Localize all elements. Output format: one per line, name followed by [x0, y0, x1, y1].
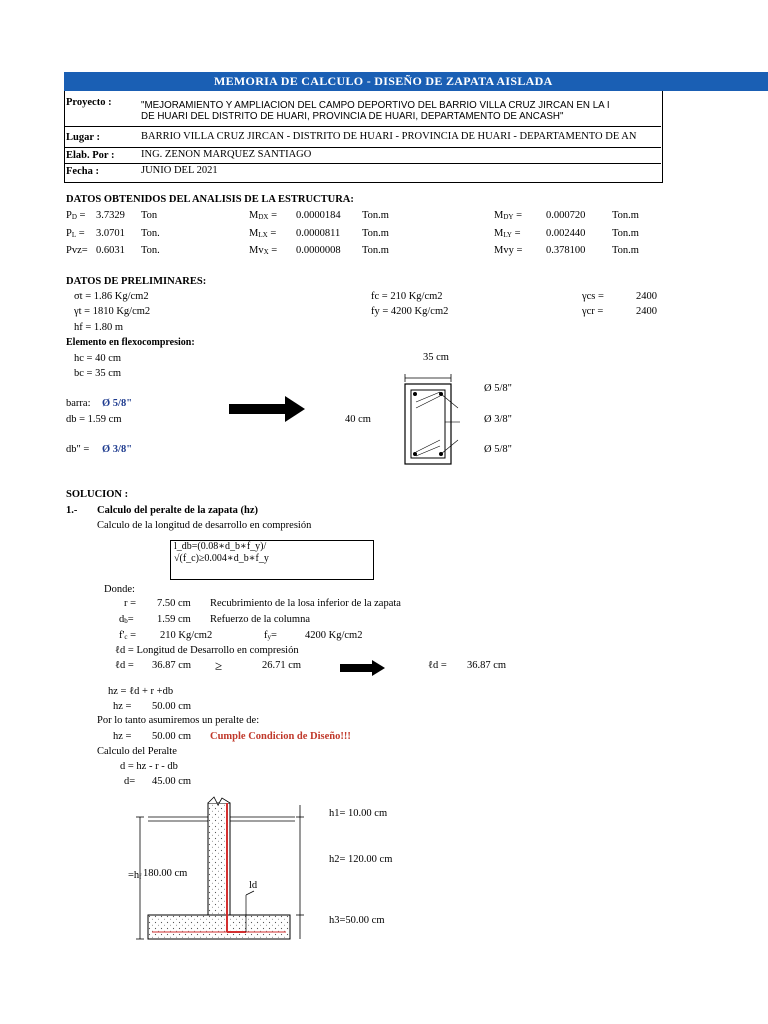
mvy-unit: Ton.m: [612, 245, 639, 256]
analysis-title: DATOS OBTENIDOS DEL ANALISIS DE LA ESTRUCTURA:: [66, 194, 354, 205]
gamma-t: γt = 1810 Kg/cm2: [74, 306, 151, 317]
barra-value: Ø 5/8": [102, 398, 133, 409]
peralte-title: Calculo del Peralte: [97, 746, 177, 757]
pvz-unit: Ton.: [141, 245, 160, 256]
lugar-label: Lugar :: [66, 132, 100, 143]
fy-calc-label: $f_y=$: [264, 630, 277, 641]
step-number: 1.-: [66, 505, 78, 516]
dbp-label: db" =: [66, 444, 90, 455]
development-length-formula: [170, 540, 374, 580]
mly-unit: Ton.m: [612, 228, 639, 239]
mdx-unit: Ton.m: [362, 210, 389, 221]
db-label: $d_b=$: [119, 614, 134, 625]
gamma-cs-value: 2400: [636, 291, 657, 302]
lugar-value: BARRIO VILLA CRUZ JIRCAN - DISTRITO DE HUARI - PROVINCIA DE HUARI - DEPARTAMENTO DE AN: [141, 131, 637, 142]
mlx-label: $M_{LX}$ =: [249, 228, 277, 239]
hz-label: hz =: [113, 701, 132, 712]
r-description: Recubrimiento de la losa inferior de la zapata: [210, 598, 401, 609]
mdx-value: 0.0000184: [296, 210, 341, 221]
pvz-label: Pvz=: [66, 245, 88, 256]
banner-title: MEMORIA DE CALCULO - DISEÑO DE ZAPATA AISLADA: [214, 74, 553, 88]
gamma-cs-label: γcs =: [582, 291, 604, 302]
right-arrow-icon: [229, 396, 305, 422]
mly-label: $M_{LY}$ =: [494, 228, 521, 239]
mdy-unit: Ton.m: [612, 210, 639, 221]
hz-formula: hz = ℓd + r +db: [108, 686, 174, 697]
step-subtitle: Calculo de la longitud de desarrollo en compresión: [97, 520, 312, 531]
fecha-value: JUNIO DEL 2021: [141, 165, 218, 176]
column-section-diagram: [400, 372, 468, 472]
ld-result-label: ℓd =: [428, 660, 447, 671]
donde-label: Donde:: [104, 584, 135, 595]
hf-dimension: $=h_f$: [128, 870, 142, 881]
proyecto-line-2: DE HUARI DEL DISTRITO DE HUARI, PROVINCIA DE HUARI, DEPARTAMENTO DE ANCASH": [141, 111, 564, 122]
hf-value: hf = 1.80 m: [74, 322, 124, 333]
mvy-label: Mvy =: [494, 245, 523, 256]
pl-unit: Ton.: [141, 228, 160, 239]
hz2-label: hz =: [113, 731, 132, 742]
divider-3: [64, 163, 661, 164]
bar-label-top: Ø 5/8": [484, 383, 512, 394]
d-value: 45.00 cm: [152, 776, 192, 787]
mdx-label: $M_{DX}$ =: [249, 210, 278, 221]
column-width-dim: 35 cm: [423, 352, 449, 363]
mvx-unit: Ton.m: [362, 245, 389, 256]
mvx-value: 0.0000008: [296, 245, 341, 256]
db-value: db = 1.59 cm: [66, 414, 122, 425]
barra-label: barra:: [66, 398, 91, 409]
pd-label: $P_D$ =: [66, 210, 86, 221]
elab-value: ING. ZENON MARQUEZ SANTIAGO: [141, 149, 312, 160]
r-label: r =: [124, 598, 137, 609]
h2-value: h2= 120.00 cm: [329, 854, 393, 865]
hz-value: 50.00 cm: [152, 701, 192, 712]
ld-label: ℓd =: [115, 660, 134, 671]
hf-dimension-value: 180.00 cm: [143, 868, 188, 879]
pd-value: 3.7329: [96, 210, 125, 221]
mvy-value: 0.378100: [546, 245, 586, 256]
title-banner: [64, 72, 768, 91]
hc-value: hc = 40 cm: [74, 353, 122, 364]
formula-line-2: √(f_c)≥0.004∗d_b∗f_y: [174, 552, 269, 564]
hz2-value: 50.00 cm: [152, 731, 192, 742]
h3-value: h3=50.00 cm: [329, 915, 385, 926]
mvx-label: $Mv_X$ =: [249, 245, 278, 256]
divider-1: [64, 126, 661, 127]
step-title: Calculo del peralte de la zapata (hz): [97, 505, 258, 516]
assume-text: Por lo tanto asumiremos un peralte de:: [97, 715, 260, 726]
column-title: Elemento en flexocompresion:: [66, 337, 195, 348]
proyecto-line-1: "MEJORAMIENTO Y AMPLIACION DEL CAMPO DEPORTIVO DEL BARRIO VILLA CRUZ JIRCAN EN LA I: [141, 100, 610, 111]
column-height-dim: 40 cm: [345, 414, 371, 425]
fecha-label: Fecha :: [66, 166, 99, 177]
ld-result-value: 36.87 cm: [467, 660, 507, 671]
elab-label: Elab. Por :: [66, 150, 115, 161]
pl-label: $P_L$ =: [66, 228, 85, 239]
mly-value: 0.002440: [546, 228, 586, 239]
d-formula: d = hz - r - db: [120, 761, 178, 772]
db-calc-value: 1.59 cm: [157, 614, 191, 625]
bar-label-mid: Ø 3/8": [484, 414, 512, 425]
fc-calc-label: $f'_c$ =: [119, 630, 137, 641]
pvz-value: 0.6031: [96, 245, 125, 256]
pd-unit: Ton: [141, 210, 158, 221]
divider-2: [64, 147, 661, 148]
gamma-cr-value: 2400: [636, 306, 657, 317]
mdy-value: 0.000720: [546, 210, 586, 221]
h1-value: h1= 10.00 cm: [329, 808, 388, 819]
pl-value: 3.0701: [96, 228, 125, 239]
right-arrow-icon-2: [340, 660, 385, 676]
d-label: d=: [124, 776, 136, 787]
r-value: 7.50 cm: [157, 598, 191, 609]
ld-min-value: 26.71 cm: [262, 660, 302, 671]
mlx-unit: Ton.m: [362, 228, 389, 239]
formula-line-1: l_db=(0.08∗d_b∗f_y)/: [174, 541, 267, 552]
ge-symbol: ≥: [215, 658, 223, 673]
fc-value: fc = 210 Kg/cm2: [371, 291, 443, 302]
cumple-badge: Cumple Condicion de Diseño!!!: [210, 731, 351, 742]
bar-label-bottom: Ø 5/8": [484, 444, 512, 455]
prelim-title: DATOS DE PRELIMINARES:: [66, 276, 207, 287]
fy-calc-value: 4200 Kg/cm2: [305, 630, 363, 641]
bc-value: bc = 35 cm: [74, 368, 122, 379]
sigma-t: σt = 1.86 Kg/cm2: [74, 291, 149, 302]
ld-value: 36.87 cm: [152, 660, 192, 671]
ld-definition: ℓd = Longitud de Desarrollo en compresión: [115, 645, 299, 656]
db-description: Refuerzo de la columna: [210, 614, 310, 625]
fy-value: fy = 4200 Kg/cm2: [371, 306, 449, 317]
mdy-label: $M_{DY}$ =: [494, 210, 523, 221]
mlx-value: 0.0000811: [296, 228, 341, 239]
ld-tag: ld: [249, 880, 258, 891]
solution-title: SOLUCION :: [66, 489, 129, 500]
gamma-cr-label: γcr =: [582, 306, 604, 317]
proyecto-label: Proyecto :: [66, 97, 112, 108]
fc-calc-value: 210 Kg/cm2: [160, 630, 213, 641]
dbp-value: Ø 3/8": [102, 444, 133, 455]
